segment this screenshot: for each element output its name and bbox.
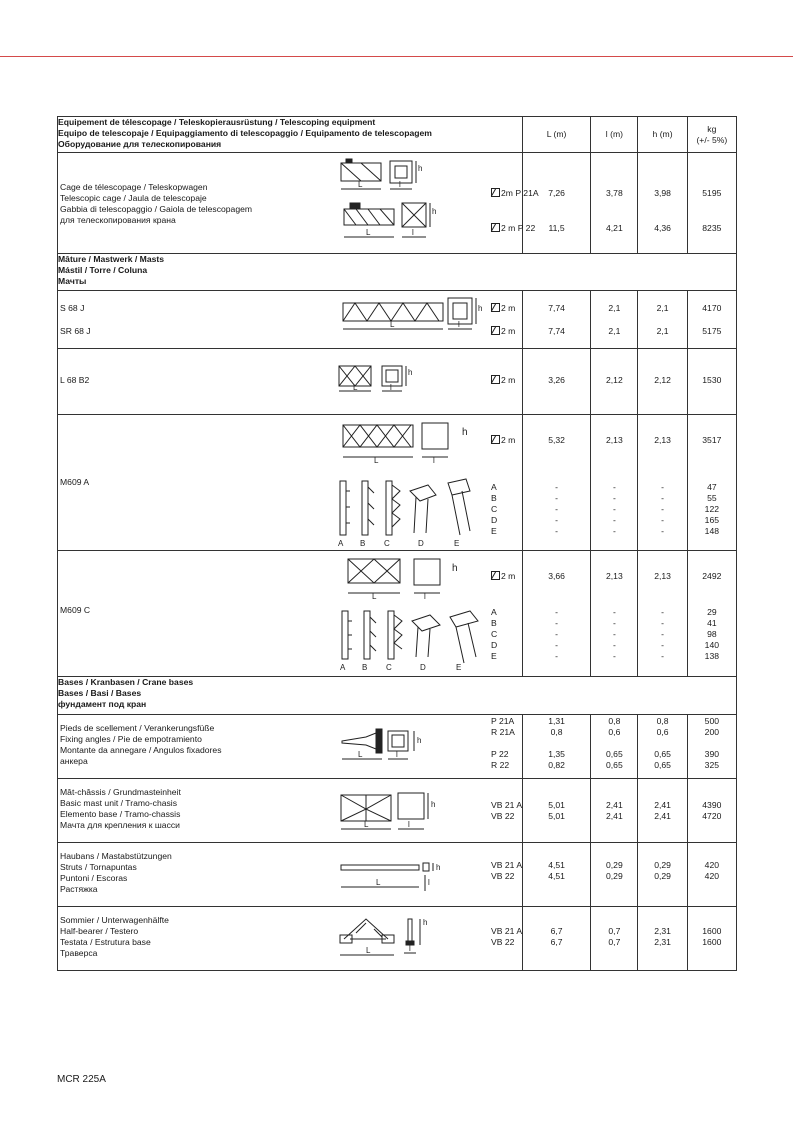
value: 3,98 [654, 188, 671, 198]
square-section-icon [491, 435, 500, 444]
value: 2,13 [654, 571, 671, 581]
svg-text:l: l [458, 320, 460, 329]
svg-text:L: L [390, 320, 395, 329]
svg-text:h: h [417, 736, 422, 745]
value: 3,66 [548, 571, 565, 581]
svg-text:L: L [353, 383, 358, 392]
svg-text:L: L [358, 750, 363, 759]
value: 4,21 [606, 223, 623, 233]
svg-text:L: L [376, 878, 381, 887]
desc-line: Basic mast unit / Tramo-chasis [60, 798, 178, 808]
m609c-row: M609 C L l h A B C D E 2 m A B C D E 3,66 - - - - - 2,13 - - - - - 2,13 - - - - - 2492 29 41 98 140 138 [58, 551, 737, 677]
col-l-header: l (m) [591, 117, 638, 153]
svg-text:h: h [462, 427, 468, 438]
m609a-ladders-drawing [336, 477, 486, 549]
desc-line: анкера [60, 756, 88, 766]
variant-letters: A B C D E [491, 482, 498, 536]
value: 5195 [702, 188, 722, 198]
specification-table [57, 116, 737, 971]
pieds-row: Pieds de scellement / Verankerungsfüße Fixing angles / Pie de empotramiento Montante da annegare / Angulos fixadores анкера L l h P 21A R 21A P 22 R 22 1,31 0,8 1,35 0,82 0,8 0,6 0,65 0,65 0,8 0,6 0,65 0,65 500 200 390 325 [58, 715, 737, 779]
s68-drawing [338, 295, 488, 345]
mast-name: S 68 J [60, 303, 85, 313]
desc-line: Мачта для крепления к шасси [60, 820, 180, 830]
desc-line: Puntoni / Escoras [60, 873, 128, 883]
col-kg-header: kg (+/- 5%) [687, 117, 736, 153]
svg-text:D: D [418, 539, 424, 548]
svg-text:L: L [366, 946, 371, 955]
mast-name: SR 68 J [60, 326, 91, 336]
mat-chassis-drawing [336, 789, 456, 835]
l68-row: L 68 B2 L l h 2 m 3,26 2,12 2,12 1530 [58, 349, 737, 415]
svg-text:l: l [424, 592, 426, 601]
svg-text:A: A [340, 663, 346, 672]
value: 2,1 [656, 303, 669, 313]
svg-text:h: h [418, 164, 423, 173]
value: 2,1 [656, 326, 669, 336]
square-section-icon [491, 326, 500, 335]
pieds-drawing [336, 723, 466, 773]
m609c-ladders-drawing [338, 607, 488, 673]
m609a-row: M609 A L l h A B C D E 2 m A B C D E 5,32 - - - - - 2,13 - - - - - 2,13 - - - - - 3517 47 55 122 165 148 [58, 415, 737, 551]
desc-line: Struts / Tornapuntas [60, 862, 137, 872]
svg-text:C: C [384, 539, 390, 548]
value: 7,74 [548, 326, 565, 336]
value: 2,12 [654, 375, 671, 385]
value: 2,13 [606, 571, 623, 581]
svg-text:h: h [436, 863, 441, 872]
cage-desc-line: Gabbia di telescopaggio / Gaiola de telescopagem [60, 204, 253, 214]
s68-row: S 68 J SR 68 J L l h 2 m 2 m 7,74 7,74 2,1 2,1 2,1 2,1 4170 5175 [58, 291, 737, 349]
cage-drawing [336, 157, 456, 247]
desc-line: Haubans / Mastabstützungen [60, 851, 172, 861]
value: 3,26 [548, 375, 565, 385]
svg-text:h: h [478, 304, 483, 313]
desc-line: Testata / Estrutura base [60, 937, 151, 947]
variant-letters: A B C D E [491, 607, 498, 661]
sommier-drawing [336, 913, 466, 963]
col-h-header: h (m) [638, 117, 687, 153]
svg-text:E: E [456, 663, 462, 672]
value: 3,78 [606, 188, 623, 198]
svg-text:L: L [372, 592, 377, 601]
value: 5175 [702, 326, 722, 336]
cage-desc-cell [58, 153, 539, 254]
bases-section-row [58, 677, 737, 715]
desc-line: Растяжка [60, 884, 98, 894]
svg-text:h: h [423, 918, 428, 927]
m609a-drawing [338, 419, 478, 471]
masts-section-row [58, 254, 737, 291]
equipment-title: Equipement de télescopage / Teleskopierausrüstung / Telescoping equipment Equipo de telescopaje / Equipaggiamento di telescopaggio / Equipamento de telescopagem Оборудование для телескопирования [58, 117, 523, 153]
svg-text:B: B [362, 663, 368, 672]
svg-text:D: D [420, 663, 426, 672]
header-row [58, 117, 737, 153]
svg-text:l: l [428, 878, 430, 887]
cage-desc-line: для телескопирования крана [60, 215, 176, 225]
square-section-icon [491, 303, 500, 312]
svg-text:l: l [390, 383, 392, 392]
mast-name: M609 A [60, 477, 90, 487]
svg-text:A: A [338, 539, 344, 548]
square-section-icon [491, 375, 500, 384]
svg-text:l: l [412, 228, 414, 237]
top-rule [0, 56, 793, 57]
svg-text:B: B [360, 539, 366, 548]
svg-text:l: l [433, 456, 435, 465]
desc-line: Mât-châssis / Grundmasteinheit [60, 787, 181, 797]
value: 4,36 [654, 223, 671, 233]
mast-name: M609 C [60, 605, 91, 615]
cage-desc-line: Telescopic cage / Jaula de telescopaje [60, 193, 207, 203]
value: 7,26 [548, 188, 565, 198]
svg-text:L: L [358, 180, 363, 189]
svg-text:l: l [408, 820, 410, 829]
value: 7,74 [548, 303, 565, 313]
col-L-header: L (m) [522, 117, 591, 153]
value: 11,5 [548, 223, 565, 233]
masts-section-title: Mâture / Mastwerk / Masts Mástil / Torre / Coluna Мачты [58, 254, 737, 291]
m609c-drawing [340, 553, 480, 605]
desc-line: Fixing angles / Pie de empotramiento [60, 734, 202, 744]
cage-desc-line: Cage de télescopage / Teleskopwagen [60, 182, 208, 192]
value: 2,13 [654, 435, 671, 445]
value: 2492 [702, 571, 722, 581]
value: 2,12 [606, 375, 623, 385]
svg-text:h: h [452, 563, 458, 574]
l68-drawing [334, 361, 424, 401]
cage-ref-1: 2m P 21A [491, 188, 539, 199]
value: 1530 [702, 375, 722, 385]
cage-row [58, 153, 737, 254]
mast-name: L 68 B2 [60, 375, 90, 385]
square-section-icon [491, 571, 500, 580]
square-section-icon [491, 188, 500, 197]
value: 2,13 [606, 435, 623, 445]
desc-line: Sommier / Unterwagenhälfte [60, 915, 169, 925]
svg-text:h: h [432, 207, 437, 216]
desc-line: Half-bearer / Testero [60, 926, 139, 936]
value: 3517 [702, 435, 722, 445]
svg-text:L: L [366, 228, 371, 237]
svg-text:h: h [431, 800, 436, 809]
value: 4170 [702, 303, 722, 313]
svg-text:L: L [364, 820, 369, 829]
value: 8235 [702, 223, 722, 233]
square-section-icon [491, 223, 500, 232]
svg-text:C: C [386, 663, 392, 672]
desc-line: Траверса [60, 948, 98, 958]
svg-text:E: E [454, 539, 460, 548]
haubans-row: Haubans / Mastabstützungen Struts / Tornapuntas Puntoni / Escoras Растяжка L l h VB 21 A VB 22 4,51 4,51 0,29 0,29 0,29 0,29 420 420 [58, 843, 737, 907]
desc-line: Montante da annegare / Angulos fixadores [60, 745, 222, 755]
value: 2,1 [608, 326, 621, 336]
svg-text:l: l [399, 180, 401, 189]
footer-model: MCR 225A [57, 1074, 106, 1085]
cage-ref-2: 2 m P 22 [491, 223, 535, 234]
svg-text:h: h [408, 368, 413, 377]
desc-line: Pieds de scellement / Verankerungsfüße [60, 723, 215, 733]
sommier-row: Sommier / Unterwagenhälfte Half-bearer / Testero Testata / Estrutura base Траверса L h l VB 21 A VB 22 6,7 6,7 0,7 0,7 2,31 2,31 1600 1600 [58, 907, 737, 971]
value: 5,32 [548, 435, 565, 445]
svg-text:l: l [409, 944, 411, 953]
svg-text:l: l [396, 750, 398, 759]
value: 2,1 [608, 303, 621, 313]
bases-section-title: Bases / Kranbasen / Crane bases Bases / Basi / Bases фундамент под кран [58, 677, 737, 715]
mat-chassis-row: Mât-châssis / Grundmasteinheit Basic mast unit / Tramo-chasis Elemento base / Tramo-chassis Мачта для крепления к шасси L l h VB 21 A VB 22 5,01 5,01 2,41 2,41 2,41 2,41 4390 4720 [58, 779, 737, 843]
svg-text:L: L [374, 456, 379, 465]
desc-line: Elemento base / Tramo-chassis [60, 809, 181, 819]
haubans-drawing [336, 851, 466, 897]
